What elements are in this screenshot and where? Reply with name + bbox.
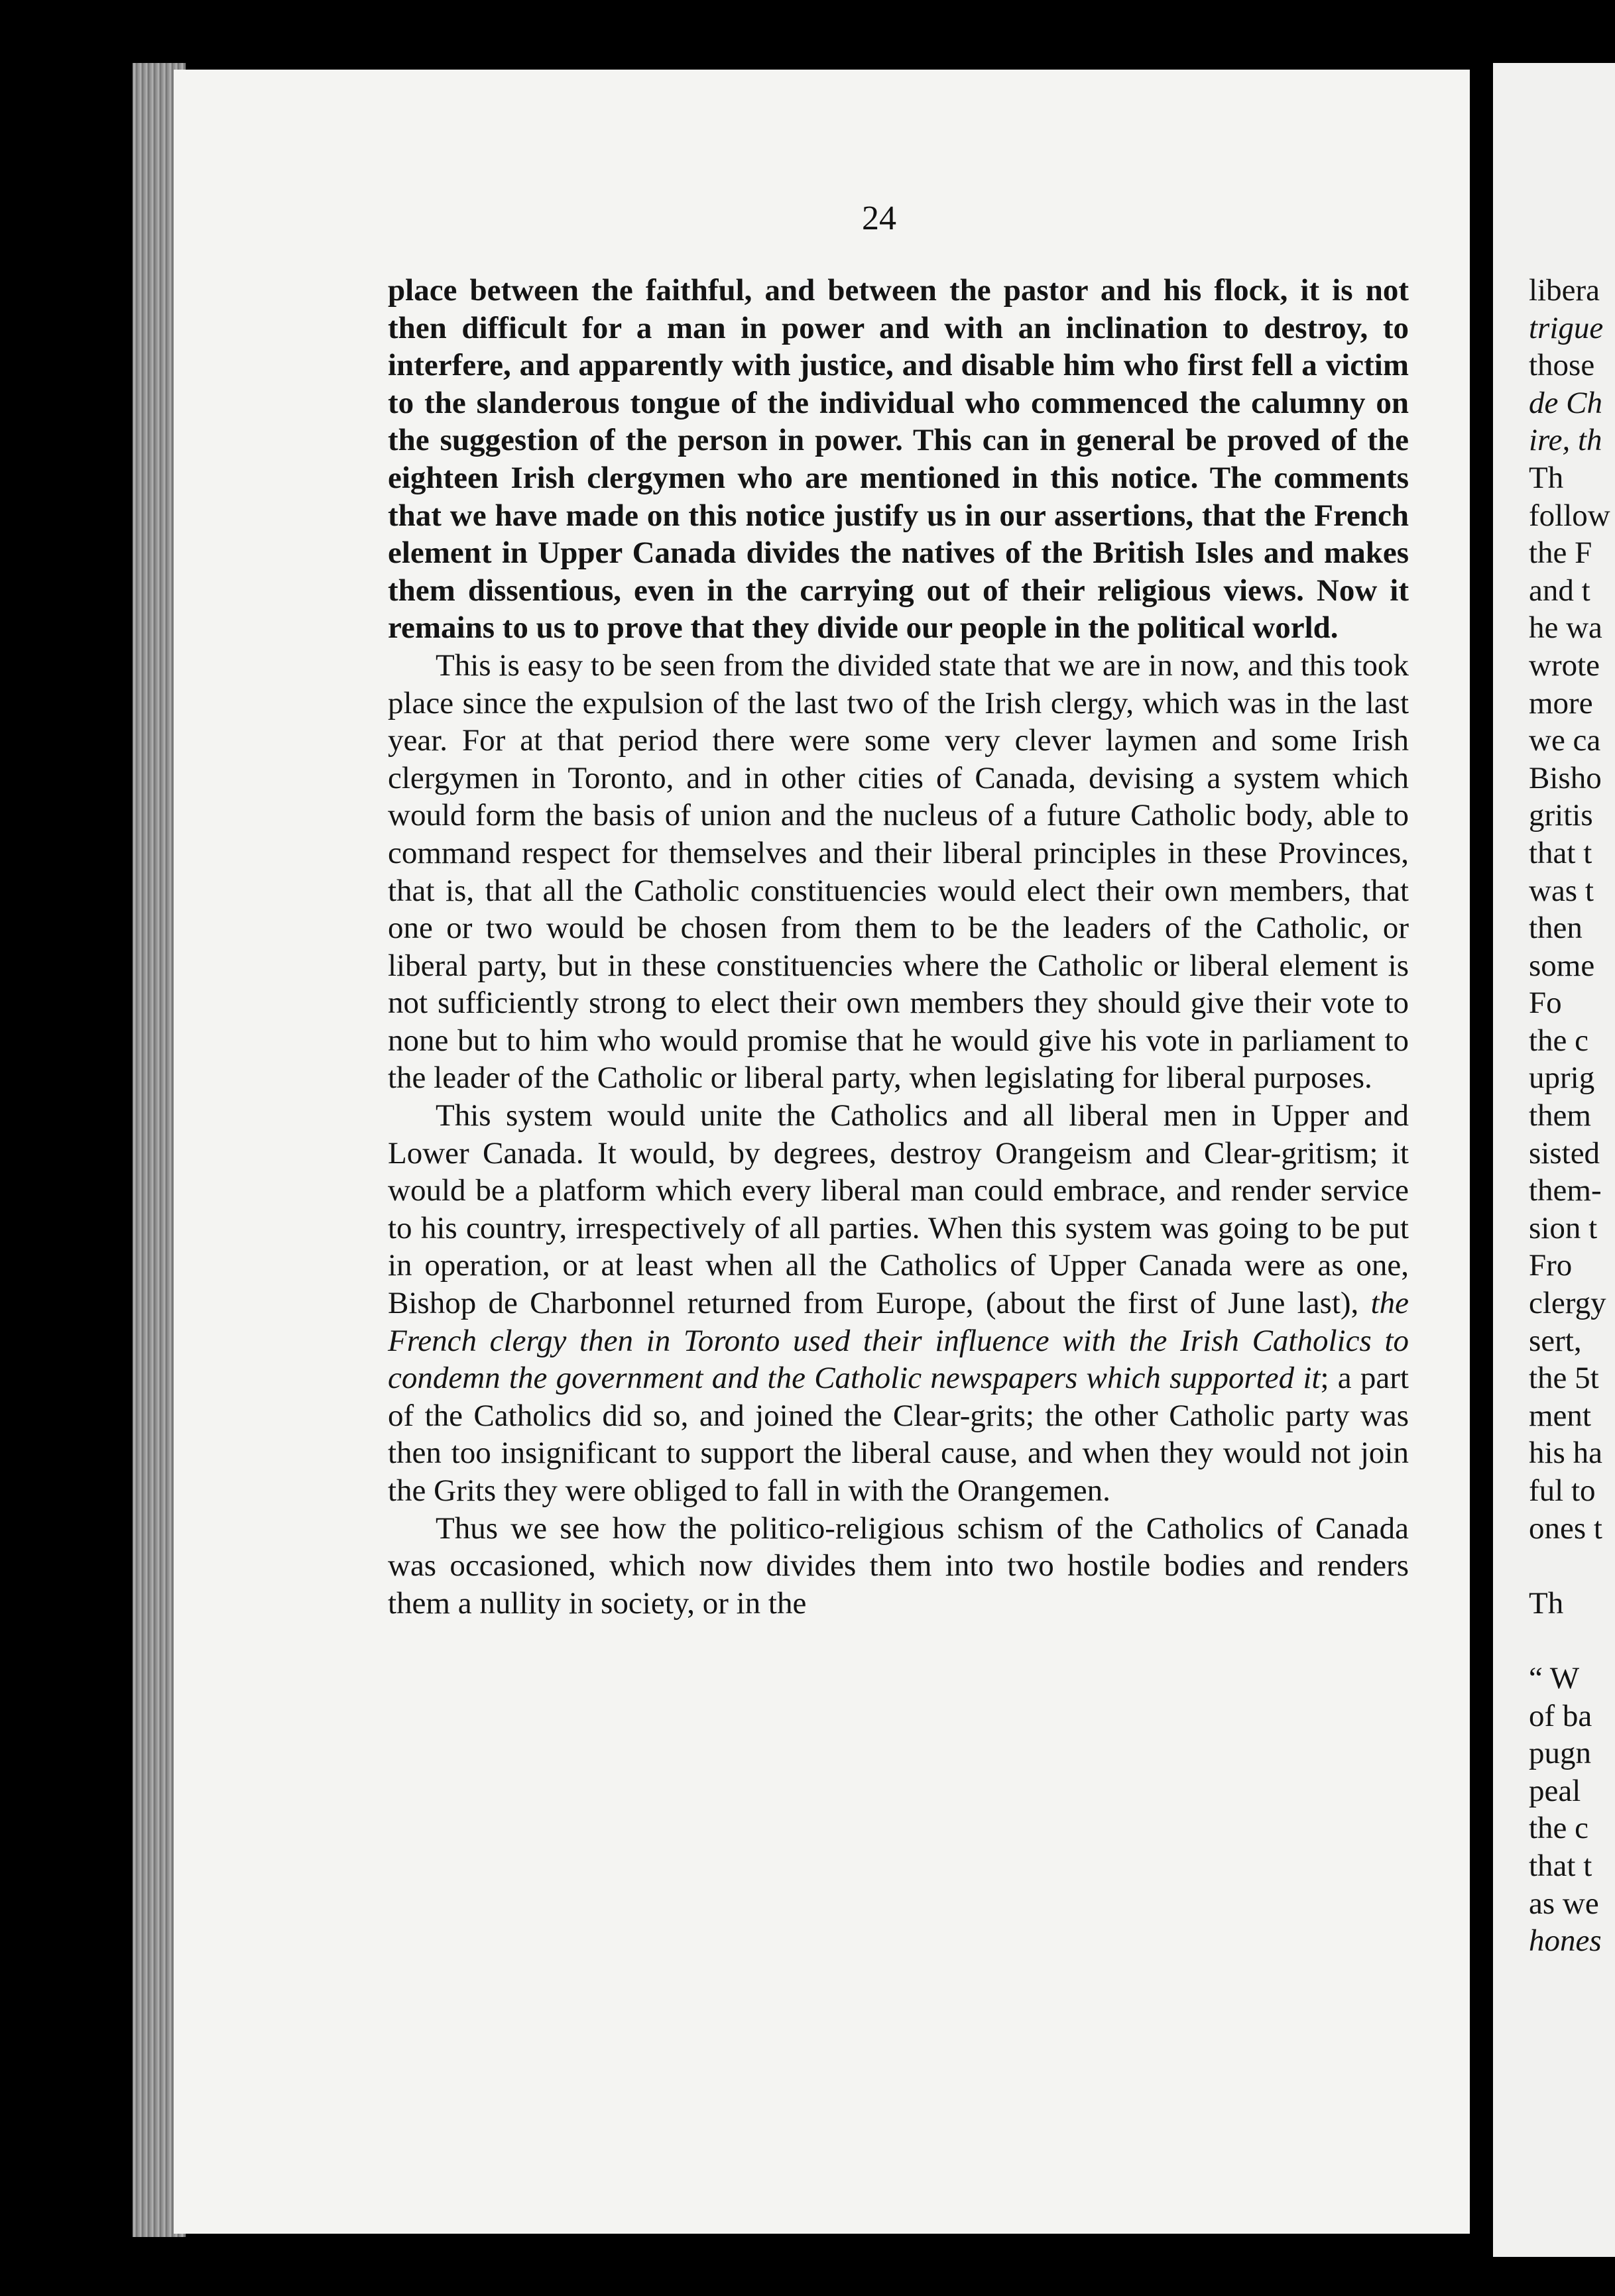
page-number: 24 (862, 200, 896, 237)
paragraph (388, 1097, 1409, 1510)
facing-page-line (1529, 1622, 1615, 1660)
facing-page-line: de Ch (1529, 385, 1602, 420)
facing-page-line: uprig (1529, 1061, 1595, 1096)
paragraph-text: place between the faithful, and between the pastor and his flock, it is not then difficult for a man in power and with an inclination to destroy, to interfere, and apparently with justice, and disable him who first fell a victim to the slanderous tongue of the individual who commenced the calumny on the suggestion of the person in power. This can in general be proved of the eighteen Irish clergymen who are mentioned in this notice. The comments that we have made on this notice justify us in our assertions, that the French element in Upper Canada divides the natives of the British Isles and makes them dissentious, even in the carrying out of their religious views. Now it remains to us to prove that they divide our people in the political world. (388, 273, 1409, 646)
book-gutter (1470, 40, 1493, 2280)
facing-page-line: wrote (1529, 648, 1600, 683)
facing-page-line (1529, 1547, 1615, 1585)
facing-page-line: sion t (1529, 1210, 1598, 1245)
facing-page-line: as we (1529, 1886, 1599, 1921)
facing-page-text (1529, 272, 1615, 1960)
facing-page-line: gritis (1529, 798, 1593, 833)
facing-page-line: them- (1529, 1173, 1602, 1208)
facing-page-line: Fo (1529, 986, 1562, 1021)
facing-page-line: them (1529, 1098, 1591, 1133)
facing-page-line: follow (1529, 498, 1610, 533)
facing-page-line: he wa (1529, 610, 1602, 646)
facing-page-line: pugn (1529, 1736, 1591, 1771)
emphasized-text: the French clergy then in Toronto used their influence with the Irish Catholics to condemn the government and the Catholic newspapers which supported it (388, 1286, 1409, 1396)
facing-page-line: Bisho (1529, 760, 1602, 795)
facing-page-line: the c (1529, 1023, 1589, 1058)
facing-page-line: and t (1529, 573, 1590, 608)
facing-page-line: “ W (1529, 1660, 1580, 1695)
facing-page-line: peal (1529, 1773, 1581, 1808)
facing-page-line: Th (1529, 1585, 1564, 1621)
facing-page-line: ment (1529, 1398, 1591, 1433)
facing-page-line: the 5t (1529, 1361, 1599, 1396)
facing-page-line: sert, (1529, 1323, 1582, 1358)
paragraph: Thus we see how the politico-religious schism of the Catholics of Canada was occasioned, which now divides them into two hostile bodies and renders them a nullity in society, or in the (388, 1511, 1409, 1621)
facing-page-line: Fro (1529, 1248, 1573, 1283)
facing-page-line: then (1529, 911, 1583, 946)
facing-page-line: that t (1529, 1848, 1592, 1883)
facing-page-line: trigue (1529, 310, 1604, 345)
paragraph: This is easy to be seen from the divided state that we are in now, and this took place since the expulsion of the last two of the Irish clergy, which was in the last year. For at that period there were some very clever laymen and some Irish clergymen in Toronto, and in other cities of Canada, devising a system which would form the basis of union and the nucleus of a future Catholic body, able to command respect for themselves and their liberal principles in these Provinces, that is, that all the Catholic constituencies would elect their own members, that one or two would be chosen from them to be the leaders of the Catholic, or liberal party, but in these constituencies where the Catholic or liberal element is not sufficiently strong to elect their own members they should give their vote to none but to him who would promise that he would give his vote in parliament to the leader of the Catholic or liberal party, when legislating for liberal purposes. (388, 648, 1409, 1096)
paragraph-text: ; a part of the Catholics did so, and joined the Clear-grits; the other Catholic party was then too insignificant to support the liberal cause, and when they would not join the Grits they were obliged to fall in with the Orangemen. (388, 1361, 1409, 1508)
facing-page-line: ire, th (1529, 423, 1602, 458)
facing-page-line: Th (1529, 460, 1564, 495)
facing-page-line: the F (1529, 536, 1592, 571)
facing-page-line: the c (1529, 1811, 1589, 1846)
facing-page-line: we ca (1529, 723, 1601, 758)
facing-page-line: some (1529, 948, 1595, 983)
paragraph-text: This system would unite the Catholics and all liberal men in Upper and Lower Canada. It would, by degrees, destroy Orangeism and Clear-gritism; it would be a platform which every liberal man could embrace, and render service to his country, irrespectively of all parties. When this system was going to be put in operation, or at least when all the Catholics of Upper Canada were as one, Bishop de Charbonnel returned from Europe, (about the first of June last), (388, 1098, 1409, 1321)
facing-page-line: was t (1529, 873, 1594, 908)
facing-page-line: ful to (1529, 1473, 1596, 1508)
facing-page-line: ones t (1529, 1511, 1602, 1546)
facing-page-line: his ha (1529, 1436, 1602, 1471)
body-text (388, 272, 1409, 1622)
facing-page-line: those (1529, 348, 1595, 383)
facing-page-line: more (1529, 685, 1593, 720)
facing-page-line: clergy (1529, 1286, 1606, 1321)
facing-page-line: libera (1529, 273, 1600, 308)
facing-page-line: of ba (1529, 1698, 1592, 1733)
facing-page-line: that t (1529, 835, 1592, 870)
paragraph (388, 272, 1409, 647)
facing-page-line: sisted (1529, 1135, 1600, 1171)
facing-page-line: hones (1529, 1923, 1602, 1959)
